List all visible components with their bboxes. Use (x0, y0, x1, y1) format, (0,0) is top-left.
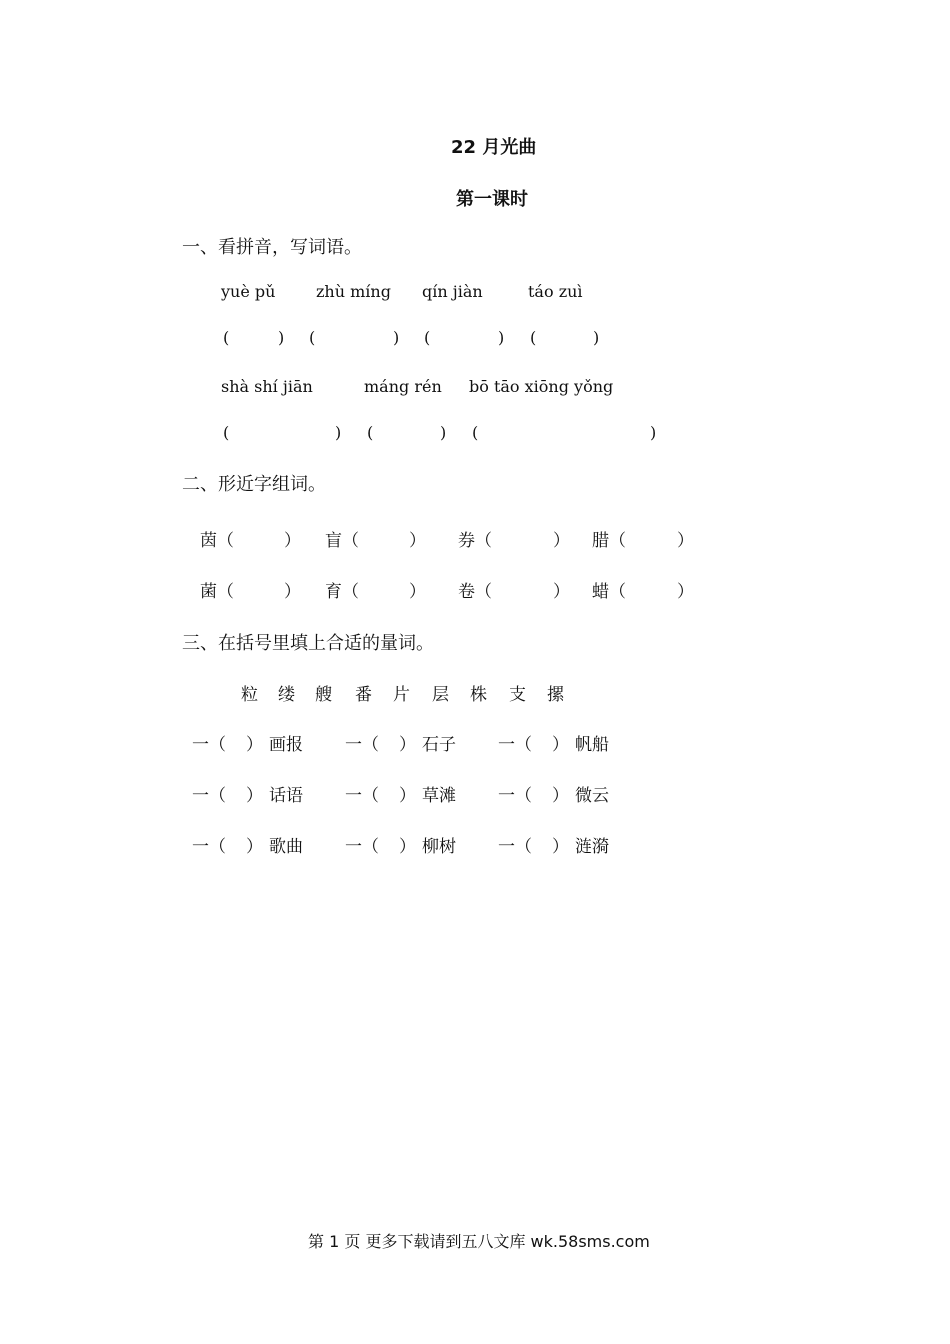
measure-word: 片 (393, 685, 410, 705)
measure-close: ） (399, 735, 416, 755)
measure-close: ） (246, 735, 263, 755)
similar-char-close: ） (553, 531, 570, 551)
measure-prefix: 一（ (345, 735, 379, 755)
similar-char-item: 菌（ (200, 582, 234, 602)
answer-close-paren: ) (393, 328, 400, 347)
answer-open-paren: ( (223, 423, 230, 442)
measure-close: ） (399, 837, 416, 857)
section2-heading: 二、形近字组词。 (182, 474, 326, 495)
measure-word: 艘 (315, 685, 332, 705)
measure-close: ） (399, 786, 416, 806)
measure-close: ） (552, 735, 569, 755)
answer-open-paren: ( (472, 423, 479, 442)
answer-open-paren: ( (367, 423, 374, 442)
measure-noun: 草滩 (422, 786, 456, 806)
measure-word: 缕 (278, 685, 295, 705)
measure-close: ） (552, 786, 569, 806)
answer-close-paren: ) (498, 328, 505, 347)
measure-prefix: 一（ (192, 786, 226, 806)
similar-char-item: 卷（ (458, 582, 492, 602)
pinyin-item: bō tāo xiōng yǒng (469, 377, 614, 396)
similar-char-item: 茵（ (200, 531, 234, 551)
answer-open-paren: ( (223, 328, 230, 347)
answer-open-paren: ( (530, 328, 537, 347)
pinyin-item: yuè pǔ (221, 282, 276, 301)
similar-char-item: 券（ (458, 531, 492, 551)
answer-close-paren: ) (593, 328, 600, 347)
measure-prefix: 一（ (192, 837, 226, 857)
measure-noun: 帆船 (575, 735, 609, 755)
answer-open-paren: ( (309, 328, 316, 347)
answer-close-paren: ) (278, 328, 285, 347)
similar-char-close: ） (677, 531, 694, 551)
measure-noun: 微云 (575, 786, 609, 806)
similar-char-close: ） (284, 582, 301, 602)
measure-prefix: 一（ (192, 735, 226, 755)
measure-noun: 石子 (422, 735, 456, 755)
pinyin-item: máng rén (364, 377, 442, 396)
page-subtitle: 第一课时 (456, 189, 528, 210)
similar-char-close: ） (409, 531, 426, 551)
measure-prefix: 一（ (345, 837, 379, 857)
answer-close-paren: ) (335, 423, 342, 442)
answer-close-paren: ) (650, 423, 657, 442)
measure-word: 番 (355, 685, 372, 705)
measure-word: 粒 (241, 685, 258, 705)
measure-close: ） (552, 837, 569, 857)
page-footer: 第 1 页 更多下载请到五八文库 wk.58sms.com (308, 1232, 650, 1251)
measure-noun: 涟漪 (575, 837, 609, 857)
page-title: 22 月光曲 (451, 137, 537, 158)
similar-char-close: ） (553, 582, 570, 602)
measure-noun: 歌曲 (269, 837, 303, 857)
measure-word: 摞 (547, 685, 564, 705)
measure-word: 支 (509, 685, 526, 705)
answer-close-paren: ) (440, 423, 447, 442)
similar-char-item: 腊（ (592, 531, 626, 551)
section1-heading: 一、看拼音，写词语。 (182, 237, 362, 258)
measure-close: ） (246, 837, 263, 857)
measure-prefix: 一（ (498, 837, 532, 857)
measure-prefix: 一（ (498, 735, 532, 755)
measure-noun: 话语 (269, 786, 303, 806)
section3-heading: 三、在括号里填上合适的量词。 (182, 633, 434, 654)
similar-char-item: 蜡（ (592, 582, 626, 602)
measure-word: 株 (470, 685, 487, 705)
measure-prefix: 一（ (345, 786, 379, 806)
pinyin-item: shà shí jiān (221, 377, 313, 396)
similar-char-close: ） (409, 582, 426, 602)
pinyin-item: táo zuì (528, 282, 583, 301)
measure-prefix: 一（ (498, 786, 532, 806)
similar-char-item: 育（ (325, 582, 359, 602)
pinyin-item: zhù míng (316, 282, 391, 301)
similar-char-item: 盲（ (325, 531, 359, 551)
similar-char-close: ） (677, 582, 694, 602)
answer-open-paren: ( (424, 328, 431, 347)
measure-close: ） (246, 786, 263, 806)
pinyin-item: qín jiàn (422, 282, 483, 301)
measure-word: 层 (432, 685, 449, 705)
measure-noun: 柳树 (422, 837, 456, 857)
similar-char-close: ） (284, 531, 301, 551)
measure-noun: 画报 (269, 735, 303, 755)
